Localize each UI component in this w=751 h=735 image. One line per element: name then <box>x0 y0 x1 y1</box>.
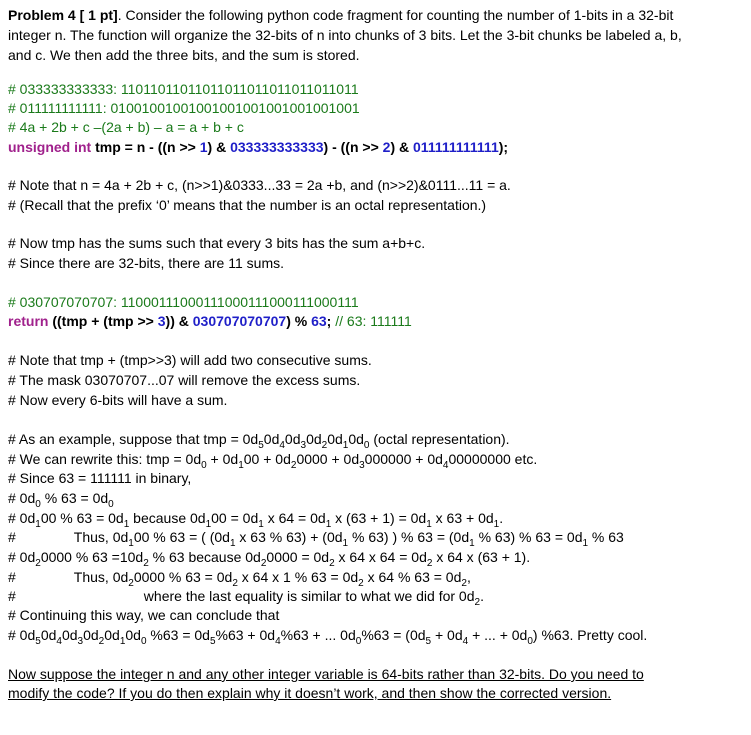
note-six-bits: # Now every 6-bits will have a sum. <box>8 392 228 408</box>
example-line-9: # where the last equality is similar to what we did for $0d_2$. <box>8 588 484 608</box>
note-mask-excess: # The mask 03070707...07 will remove the excess sums. <box>8 372 361 388</box>
code-line-return: return ((tmp + (tmp >> 3)) & 030707070707) % 63; // 63: 111111 <box>8 313 412 329</box>
example-line-2: # We can rewrite this: tmp = $0d_0 + 0d_100 + 0d_20000 + 0d_3000000 + 0d_400000000$ etc. <box>8 451 538 471</box>
code-comment-mask-1: # 011111111111: 01001001001001001001001001001001 <box>8 100 360 116</box>
code-comment-63: // 63: 111111 <box>335 313 412 329</box>
problem-title: Problem 4 <box>8 7 76 23</box>
example-line-7: # $0d_20000$ % $63 =10d_2$ % 63 because $0d_20000 = 0d_2$ x 64 x $64 = 0d_2$ x 64 x (63 + 1). <box>8 549 531 569</box>
intro-line-3: and c. We then add the three bits, and the sum is stored. <box>8 47 360 63</box>
example-line-1: # As an example, suppose that tmp = $0d_50d_40d_30d_20d_10d_0$ (octal representation). <box>8 431 510 451</box>
example-line-3: # Since 63 = 111111 in binary, <box>8 470 192 486</box>
code-comment-mask-07: # 030707070707: 11000111000111000111000111000111 <box>8 294 359 310</box>
example-line-11: # $0d_50d_40d_30d_20d_10d_0$ $\%63 = 0d_5\%63 + 0d_4\%63$ + ... $0d_0\%63 = (0d_5 + 0d_4$ + ... + $0d_0$) %63. Pretty cool. <box>8 627 648 647</box>
keyword-unsigned-int: unsigned int <box>8 139 92 155</box>
example-line-8: # Thus, $0d_20000$ % $63 = 0d_2$ x 64 x 1 % $63 = 0d_2$ x 64 % $63 = 0d_2$, <box>8 569 471 589</box>
intro-line-1: Problem 4 [ 1 pt]. Consider the following python code fragment for counting the number of 1-bits in a 32-bit <box>8 7 674 23</box>
note-octal-prefix: # (Recall that the prefix ‘0’ means that the number is an octal representation.) <box>8 197 487 213</box>
code-line-tmp: unsigned int tmp = n - ((n >> 1) & 033333333333) - ((n >> 2) & 011111111111); <box>8 139 509 155</box>
example-line-4: # $0d_0$ % $63 = 0d_0$ <box>8 490 114 510</box>
note-shift-identity: # Note that n = 4a + 2b + c, (n>>1)&0333...33 = 2a +b, and (n>>2)&0111...11 = a. <box>8 177 511 193</box>
problem-points: [ 1 pt] <box>79 7 118 23</box>
intro-line-2: integer n. The function will organize the 32-bits of n into chunks of 3 bits. Let the 3-bit chunks be labeled a, b, <box>8 27 682 43</box>
note-tmp-sums: # Now tmp has the sums such that every 3 bits has the sum a+b+c. <box>8 235 426 251</box>
example-line-10: # Continuing this way, we can conclude that <box>8 607 280 623</box>
question-line-2: modify the code? If you do then explain why it doesn’t work, and then show the corrected version. <box>8 685 612 701</box>
code-comment-identity: # 4a + 2b + c –(2a + b) – a = a + b + c <box>8 119 244 135</box>
example-line-5: # $0d_100$ % $63 = 0d_1$ because $0d_100 = 0d_1$ x $64 = 0d_1$ x $(63 + 1) = 0d_1$ x $63 + 0d_1$. <box>8 510 504 530</box>
note-eleven-sums: # Since there are 32-bits, there are 11 sums. <box>8 255 284 271</box>
note-consecutive-sums: # Note that tmp + (tmp>>3) will add two consecutive sums. <box>8 352 372 368</box>
example-line-6: # Thus, $0d_100$ % 63 = ( ($0d_1$ x 63 % $63) + (0d_1$ % 63) ) % $63 = (0d_1$ % 63) % $63 = 0d_1$ % 63 <box>8 529 624 549</box>
code-comment-mask-3: # 033333333333: 11011011011011011011011011011011 <box>8 81 359 97</box>
keyword-return: return <box>8 313 49 329</box>
question-line-1: Now suppose the integer n and any other integer variable is 64-bits rather than 32-bits. Do you need to <box>8 666 644 682</box>
